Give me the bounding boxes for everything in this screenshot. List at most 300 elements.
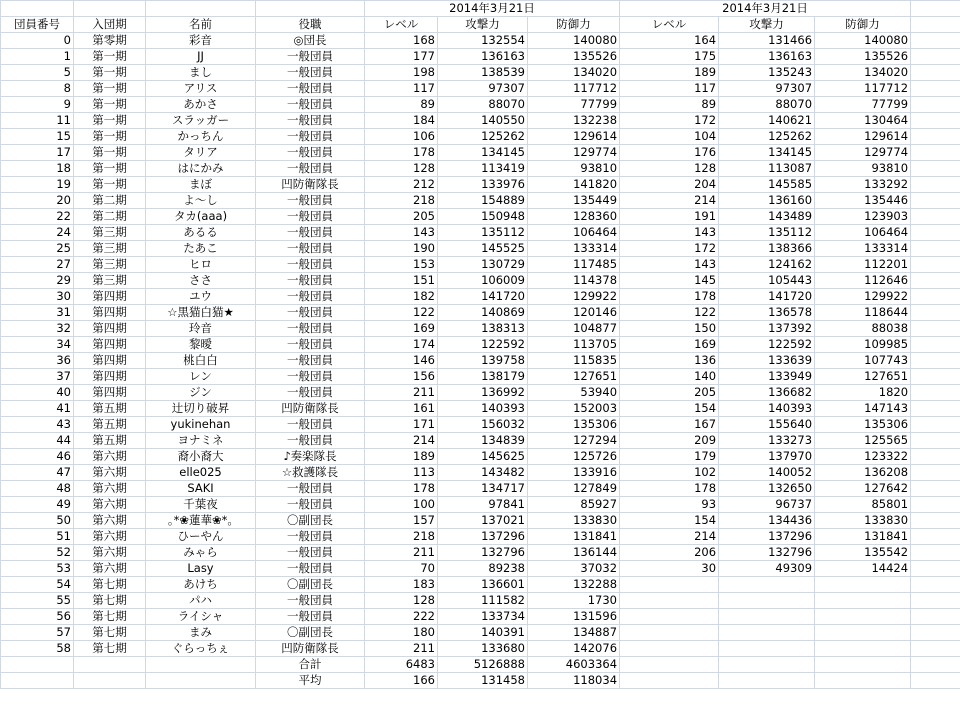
table-cell[interactable]: 204: [620, 177, 719, 193]
table-cell[interactable]: 122592: [719, 337, 815, 353]
table-cell[interactable]: 136160: [719, 193, 815, 209]
table-cell[interactable]: 127651: [528, 369, 620, 385]
table-cell[interactable]: かっちん: [146, 129, 256, 145]
table-cell[interactable]: ぐらっちぇ: [146, 641, 256, 657]
table-cell[interactable]: ユウ: [146, 289, 256, 305]
table-cell[interactable]: 37: [1, 369, 74, 385]
table-cell[interactable]: 128: [365, 593, 438, 609]
table-cell[interactable]: 40: [1, 385, 74, 401]
table-cell[interactable]: 218: [365, 193, 438, 209]
table-cell[interactable]: [719, 577, 815, 593]
table-cell[interactable]: 140550: [438, 113, 528, 129]
table-cell[interactable]: [719, 625, 815, 641]
table-cell[interactable]: レン: [146, 369, 256, 385]
table-cell[interactable]: 143: [620, 257, 719, 273]
table-cell[interactable]: 132650: [719, 481, 815, 497]
column-header[interactable]: 攻撃力: [719, 17, 815, 33]
table-cell[interactable]: 178: [365, 481, 438, 497]
table-cell[interactable]: 125565: [815, 433, 911, 449]
table-cell[interactable]: 135112: [438, 225, 528, 241]
table-cell[interactable]: 104: [620, 129, 719, 145]
table-cell[interactable]: はにかみ: [146, 161, 256, 177]
table-cell[interactable]: 133273: [719, 433, 815, 449]
column-header[interactable]: 入団期: [74, 17, 146, 33]
table-cell[interactable]: 138366: [719, 241, 815, 257]
table-cell[interactable]: 109985: [815, 337, 911, 353]
table-cell[interactable]: 157: [365, 513, 438, 529]
table-cell[interactable]: 106009: [438, 273, 528, 289]
table-cell[interactable]: 一般団員: [256, 417, 365, 433]
table-cell[interactable]: ライシャ: [146, 609, 256, 625]
cell[interactable]: [911, 145, 960, 161]
table-cell[interactable]: ♪奏楽隊長: [256, 449, 365, 465]
table-cell[interactable]: 一般団員: [256, 113, 365, 129]
table-cell[interactable]: 189: [365, 449, 438, 465]
table-cell[interactable]: 123903: [815, 209, 911, 225]
table-cell[interactable]: 140052: [719, 465, 815, 481]
table-cell[interactable]: 140393: [719, 401, 815, 417]
table-cell[interactable]: 第五期: [74, 433, 146, 449]
cell[interactable]: [911, 273, 960, 289]
table-cell[interactable]: 137296: [719, 529, 815, 545]
table-cell[interactable]: 134020: [815, 65, 911, 81]
cell[interactable]: [620, 673, 719, 689]
table-cell[interactable]: [815, 609, 911, 625]
table-cell[interactable]: 第五期: [74, 417, 146, 433]
table-cell[interactable]: 112646: [815, 273, 911, 289]
table-cell[interactable]: 89: [365, 97, 438, 113]
table-cell[interactable]: [719, 593, 815, 609]
table-cell[interactable]: 一般団員: [256, 369, 365, 385]
table-cell[interactable]: SAKI: [146, 481, 256, 497]
table-cell[interactable]: 135306: [528, 417, 620, 433]
table-cell[interactable]: 128: [620, 161, 719, 177]
table-cell[interactable]: 一般団員: [256, 529, 365, 545]
table-cell[interactable]: タリア: [146, 145, 256, 161]
table-cell[interactable]: 93810: [528, 161, 620, 177]
table-cell[interactable]: 145585: [719, 177, 815, 193]
cell[interactable]: [1, 1, 74, 17]
cell[interactable]: [911, 513, 960, 529]
table-cell[interactable]: 第一期: [74, 177, 146, 193]
table-cell[interactable]: 211: [365, 641, 438, 657]
table-cell[interactable]: 88070: [719, 97, 815, 113]
table-cell[interactable]: 135449: [528, 193, 620, 209]
table-cell[interactable]: 凹防衛隊長: [256, 401, 365, 417]
table-cell[interactable]: 136144: [528, 545, 620, 561]
table-cell[interactable]: 34: [1, 337, 74, 353]
table-cell[interactable]: 129614: [815, 129, 911, 145]
table-cell[interactable]: [719, 609, 815, 625]
table-cell[interactable]: 140080: [815, 33, 911, 49]
table-cell[interactable]: 123322: [815, 449, 911, 465]
table-cell[interactable]: 一般団員: [256, 497, 365, 513]
average-row-value[interactable]: 118034: [528, 673, 620, 689]
table-cell[interactable]: 125262: [719, 129, 815, 145]
cell[interactable]: [911, 225, 960, 241]
table-cell[interactable]: 一般団員: [256, 225, 365, 241]
average-row-label[interactable]: 平均: [256, 673, 365, 689]
table-cell[interactable]: 130729: [438, 257, 528, 273]
table-cell[interactable]: 97841: [438, 497, 528, 513]
average-row-value[interactable]: 131458: [438, 673, 528, 689]
table-cell[interactable]: 135112: [719, 225, 815, 241]
table-cell[interactable]: 129774: [528, 145, 620, 161]
column-header[interactable]: 防御力: [815, 17, 911, 33]
table-cell[interactable]: 第四期: [74, 289, 146, 305]
table-cell[interactable]: 172: [620, 241, 719, 257]
table-cell[interactable]: 19: [1, 177, 74, 193]
table-cell[interactable]: [620, 609, 719, 625]
table-cell[interactable]: 154: [620, 401, 719, 417]
table-cell[interactable]: 117712: [528, 81, 620, 97]
table-cell[interactable]: 122: [365, 305, 438, 321]
table-cell[interactable]: 22: [1, 209, 74, 225]
table-cell[interactable]: 133314: [815, 241, 911, 257]
table-cell[interactable]: 198: [365, 65, 438, 81]
cell[interactable]: [911, 561, 960, 577]
table-cell[interactable]: 135526: [815, 49, 911, 65]
table-cell[interactable]: 1730: [528, 593, 620, 609]
table-cell[interactable]: 106464: [815, 225, 911, 241]
table-cell[interactable]: 168: [365, 33, 438, 49]
cell[interactable]: [911, 385, 960, 401]
table-cell[interactable]: 140869: [438, 305, 528, 321]
table-cell[interactable]: 127642: [815, 481, 911, 497]
table-cell[interactable]: 93810: [815, 161, 911, 177]
table-cell[interactable]: 55: [1, 593, 74, 609]
table-cell[interactable]: 134839: [438, 433, 528, 449]
cell[interactable]: [911, 161, 960, 177]
table-cell[interactable]: 169: [365, 321, 438, 337]
cell[interactable]: [911, 129, 960, 145]
table-cell[interactable]: 千葉夜: [146, 497, 256, 513]
table-cell[interactable]: よ～し: [146, 193, 256, 209]
table-cell[interactable]: 134020: [528, 65, 620, 81]
table-cell[interactable]: 138313: [438, 321, 528, 337]
average-row-value[interactable]: 166: [365, 673, 438, 689]
table-cell[interactable]: 112201: [815, 257, 911, 273]
table-cell[interactable]: 146: [365, 353, 438, 369]
table-cell[interactable]: 51: [1, 529, 74, 545]
table-cell[interactable]: 77799: [815, 97, 911, 113]
table-cell[interactable]: 222: [365, 609, 438, 625]
table-cell[interactable]: 一般団員: [256, 65, 365, 81]
table-cell[interactable]: 131841: [815, 529, 911, 545]
table-cell[interactable]: 127651: [815, 369, 911, 385]
table-cell[interactable]: 211: [365, 385, 438, 401]
table-cell[interactable]: 辻切り破昇: [146, 401, 256, 417]
table-cell[interactable]: 134436: [719, 513, 815, 529]
table-cell[interactable]: 205: [620, 385, 719, 401]
table-cell[interactable]: 一般団員: [256, 385, 365, 401]
table-cell[interactable]: 36: [1, 353, 74, 369]
table-cell[interactable]: 46: [1, 449, 74, 465]
table-cell[interactable]: アリス: [146, 81, 256, 97]
table-cell[interactable]: 一般団員: [256, 609, 365, 625]
table-cell[interactable]: 一般団員: [256, 321, 365, 337]
table-cell[interactable]: あけち: [146, 577, 256, 593]
table-cell[interactable]: 第一期: [74, 113, 146, 129]
table-cell[interactable]: 第二期: [74, 193, 146, 209]
table-cell[interactable]: [815, 625, 911, 641]
table-cell[interactable]: 〇副団長: [256, 625, 365, 641]
cell[interactable]: [911, 257, 960, 273]
table-cell[interactable]: 第四期: [74, 385, 146, 401]
table-cell[interactable]: 一般団員: [256, 81, 365, 97]
table-cell[interactable]: 一般団員: [256, 145, 365, 161]
table-cell[interactable]: 150: [620, 321, 719, 337]
table-cell[interactable]: 一般団員: [256, 337, 365, 353]
table-cell[interactable]: 97307: [438, 81, 528, 97]
table-cell[interactable]: 第三期: [74, 257, 146, 273]
table-cell[interactable]: 190: [365, 241, 438, 257]
cell[interactable]: [74, 1, 146, 17]
table-cell[interactable]: 136208: [815, 465, 911, 481]
table-cell[interactable]: 145: [620, 273, 719, 289]
table-cell[interactable]: 127849: [528, 481, 620, 497]
table-cell[interactable]: 1: [1, 49, 74, 65]
table-cell[interactable]: 第三期: [74, 241, 146, 257]
table-cell[interactable]: 178: [365, 145, 438, 161]
table-cell[interactable]: elle025: [146, 465, 256, 481]
cell[interactable]: [911, 593, 960, 609]
table-cell[interactable]: 143489: [719, 209, 815, 225]
table-cell[interactable]: 11: [1, 113, 74, 129]
table-cell[interactable]: 167: [620, 417, 719, 433]
table-cell[interactable]: ヒロ: [146, 257, 256, 273]
table-cell[interactable]: 124162: [719, 257, 815, 273]
table-cell[interactable]: 31: [1, 305, 74, 321]
table-cell[interactable]: 140080: [528, 33, 620, 49]
table-cell[interactable]: 5: [1, 65, 74, 81]
table-cell[interactable]: 177: [365, 49, 438, 65]
table-cell[interactable]: 104877: [528, 321, 620, 337]
table-cell[interactable]: 133314: [528, 241, 620, 257]
table-cell[interactable]: スラッガー: [146, 113, 256, 129]
table-cell[interactable]: 140391: [438, 625, 528, 641]
table-cell[interactable]: [815, 577, 911, 593]
table-cell[interactable]: 一般団員: [256, 129, 365, 145]
cell[interactable]: [146, 673, 256, 689]
table-cell[interactable]: 第二期: [74, 209, 146, 225]
table-cell[interactable]: 53940: [528, 385, 620, 401]
table-cell[interactable]: 117712: [815, 81, 911, 97]
table-cell[interactable]: 118644: [815, 305, 911, 321]
table-cell[interactable]: 玲音: [146, 321, 256, 337]
table-cell[interactable]: 97307: [719, 81, 815, 97]
table-cell[interactable]: 135243: [719, 65, 815, 81]
table-cell[interactable]: 第四期: [74, 321, 146, 337]
cell[interactable]: [911, 369, 960, 385]
table-cell[interactable]: 41: [1, 401, 74, 417]
table-cell[interactable]: ☆救護隊長: [256, 465, 365, 481]
table-cell[interactable]: 189: [620, 65, 719, 81]
cell[interactable]: [911, 17, 960, 33]
table-cell[interactable]: 183: [365, 577, 438, 593]
table-cell[interactable]: 第六期: [74, 561, 146, 577]
table-cell[interactable]: 205: [365, 209, 438, 225]
table-cell[interactable]: 134145: [438, 145, 528, 161]
table-cell[interactable]: 138179: [438, 369, 528, 385]
table-cell[interactable]: 211: [365, 545, 438, 561]
table-cell[interactable]: 第零期: [74, 33, 146, 49]
table-cell[interactable]: 52: [1, 545, 74, 561]
table-cell[interactable]: 140621: [719, 113, 815, 129]
table-cell[interactable]: 29: [1, 273, 74, 289]
table-cell[interactable]: ◎団長: [256, 33, 365, 49]
table-cell[interactable]: 129922: [815, 289, 911, 305]
table-cell[interactable]: 88070: [438, 97, 528, 113]
cell[interactable]: [911, 241, 960, 257]
table-cell[interactable]: [815, 641, 911, 657]
table-cell[interactable]: 134887: [528, 625, 620, 641]
table-cell[interactable]: 145525: [438, 241, 528, 257]
cell[interactable]: [911, 577, 960, 593]
table-cell[interactable]: 57: [1, 625, 74, 641]
cell[interactable]: [146, 1, 256, 17]
table-cell[interactable]: 141720: [719, 289, 815, 305]
table-cell[interactable]: 133830: [815, 513, 911, 529]
table-cell[interactable]: 136578: [719, 305, 815, 321]
table-cell[interactable]: 一般団員: [256, 305, 365, 321]
table-cell[interactable]: 50: [1, 513, 74, 529]
cell[interactable]: [911, 81, 960, 97]
table-cell[interactable]: 第七期: [74, 641, 146, 657]
cell[interactable]: [911, 625, 960, 641]
total-row-label[interactable]: 合計: [256, 657, 365, 673]
table-cell[interactable]: 133949: [719, 369, 815, 385]
table-cell[interactable]: 113: [365, 465, 438, 481]
cell[interactable]: [1, 657, 74, 673]
table-cell[interactable]: 140393: [438, 401, 528, 417]
table-cell[interactable]: 133830: [528, 513, 620, 529]
table-cell[interactable]: 96737: [719, 497, 815, 513]
table-cell[interactable]: ささ: [146, 273, 256, 289]
table-cell[interactable]: 137021: [438, 513, 528, 529]
cell[interactable]: [911, 433, 960, 449]
table-cell[interactable]: 133639: [719, 353, 815, 369]
table-cell[interactable]: 120146: [528, 305, 620, 321]
table-cell[interactable]: 一般団員: [256, 481, 365, 497]
table-cell[interactable]: 161: [365, 401, 438, 417]
cell[interactable]: [911, 193, 960, 209]
table-cell[interactable]: 第四期: [74, 337, 146, 353]
table-cell[interactable]: 25: [1, 241, 74, 257]
table-cell[interactable]: 第一期: [74, 49, 146, 65]
cell[interactable]: [911, 289, 960, 305]
table-cell[interactable]: 140: [620, 369, 719, 385]
table-cell[interactable]: 176: [620, 145, 719, 161]
cell[interactable]: [911, 417, 960, 433]
table-cell[interactable]: 44: [1, 433, 74, 449]
table-cell[interactable]: ひーやん: [146, 529, 256, 545]
table-cell[interactable]: 206: [620, 545, 719, 561]
table-cell[interactable]: 212: [365, 177, 438, 193]
table-cell[interactable]: 第七期: [74, 625, 146, 641]
table-cell[interactable]: Lasy: [146, 561, 256, 577]
table-cell[interactable]: 一般団員: [256, 193, 365, 209]
cell[interactable]: [911, 1, 960, 17]
table-cell[interactable]: ジン: [146, 385, 256, 401]
table-cell[interactable]: 136682: [719, 385, 815, 401]
table-cell[interactable]: 一般団員: [256, 353, 365, 369]
table-cell[interactable]: 214: [620, 193, 719, 209]
table-cell[interactable]: 128360: [528, 209, 620, 225]
table-cell[interactable]: みゃら: [146, 545, 256, 561]
table-cell[interactable]: 156: [365, 369, 438, 385]
table-cell[interactable]: 131841: [528, 529, 620, 545]
table-cell[interactable]: 第七期: [74, 609, 146, 625]
table-cell[interactable]: 156032: [438, 417, 528, 433]
table-cell[interactable]: 132796: [438, 545, 528, 561]
cell[interactable]: [911, 529, 960, 545]
table-cell[interactable]: 一般団員: [256, 561, 365, 577]
table-cell[interactable]: 第一期: [74, 129, 146, 145]
table-cell[interactable]: 第六期: [74, 497, 146, 513]
table-cell[interactable]: 100: [365, 497, 438, 513]
table-cell[interactable]: 191: [620, 209, 719, 225]
table-cell[interactable]: 179: [620, 449, 719, 465]
table-cell[interactable]: 133734: [438, 609, 528, 625]
table-cell[interactable]: 14424: [815, 561, 911, 577]
table-cell[interactable]: 一般団員: [256, 433, 365, 449]
table-cell[interactable]: ｡*❀蓮華❀*｡: [146, 513, 256, 529]
table-cell[interactable]: 第五期: [74, 401, 146, 417]
cell[interactable]: [911, 49, 960, 65]
table-cell[interactable]: 155640: [719, 417, 815, 433]
table-cell[interactable]: 49: [1, 497, 74, 513]
table-cell[interactable]: 214: [365, 433, 438, 449]
table-cell[interactable]: [620, 641, 719, 657]
table-cell[interactable]: 第六期: [74, 465, 146, 481]
table-cell[interactable]: 113087: [719, 161, 815, 177]
table-cell[interactable]: 131596: [528, 609, 620, 625]
table-cell[interactable]: [620, 593, 719, 609]
cell[interactable]: [911, 401, 960, 417]
cell[interactable]: [911, 497, 960, 513]
table-cell[interactable]: 136163: [719, 49, 815, 65]
table-cell[interactable]: 第六期: [74, 529, 146, 545]
cell[interactable]: [815, 673, 911, 689]
table-cell[interactable]: 131466: [719, 33, 815, 49]
table-cell[interactable]: 49309: [719, 561, 815, 577]
table-cell[interactable]: 89: [620, 97, 719, 113]
table-cell[interactable]: 第一期: [74, 97, 146, 113]
table-cell[interactable]: 117: [365, 81, 438, 97]
table-cell[interactable]: 凹防衛隊長: [256, 641, 365, 657]
cell[interactable]: [911, 657, 960, 673]
table-cell[interactable]: 113419: [438, 161, 528, 177]
cell[interactable]: [911, 481, 960, 497]
table-cell[interactable]: 32: [1, 321, 74, 337]
cell[interactable]: [911, 65, 960, 81]
cell[interactable]: [911, 545, 960, 561]
table-cell[interactable]: 58: [1, 641, 74, 657]
table-cell[interactable]: 一般団員: [256, 209, 365, 225]
table-cell[interactable]: 113705: [528, 337, 620, 353]
table-cell[interactable]: 70: [365, 561, 438, 577]
table-cell[interactable]: 第六期: [74, 481, 146, 497]
table-cell[interactable]: 37032: [528, 561, 620, 577]
table-cell[interactable]: 第六期: [74, 545, 146, 561]
table-cell[interactable]: 147143: [815, 401, 911, 417]
column-header[interactable]: 団員番号: [1, 17, 74, 33]
table-cell[interactable]: ヨナミネ: [146, 433, 256, 449]
cell[interactable]: [911, 641, 960, 657]
table-cell[interactable]: 30: [1, 289, 74, 305]
cell[interactable]: [74, 673, 146, 689]
